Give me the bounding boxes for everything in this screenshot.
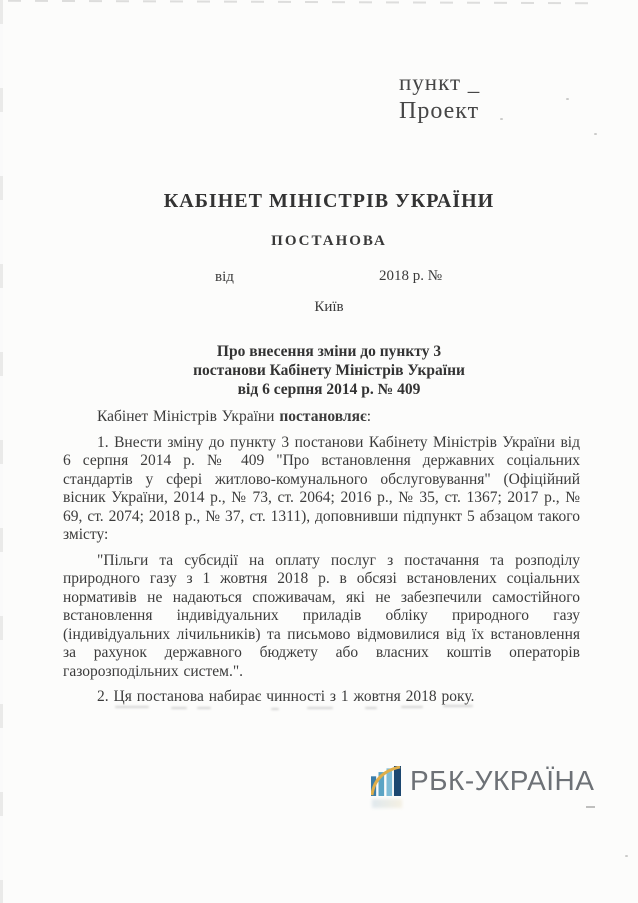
smudge-mark xyxy=(271,708,279,710)
paragraph-2-quote: "Пільги та субсидії на оплату послуг з постачання та розподілу природного газу з 1 жовтня 2018 р. в обсязі встановлених соціальних нормативів не надаються споживачам, які не забезпечили самостійного встановлення індивідуальних приладів обліку природного газу (індивідуальних лічильників) та письмово відмовилися від їх встановлення за рахунок державного бюджету або власних коштів операторів газорозподільних систем.". xyxy=(63,551,580,680)
stamp-line-proekt: Проект xyxy=(399,98,480,124)
smudge-mark xyxy=(115,706,149,708)
document-type: ПОСТАНОВА xyxy=(271,233,387,249)
resolution-title-line: Про внесення зміни до пункту 3 xyxy=(216,343,442,360)
document-body xyxy=(63,408,580,714)
intro-colon: : xyxy=(366,408,372,425)
resolution-title xyxy=(10,342,638,399)
scan-edge-artifact-top xyxy=(8,0,593,4)
smudge-mark xyxy=(401,706,423,708)
paragraph-1: 1. Внести зміну до пункту 3 постанови Кабінету Міністрів України від 6 серпня 2014 р. № 409 "Про встановлення державних соціальних стандартів у сфері житлово-комунального обслуговування" (Офіційний вісник України, 2014 р., № 73, ст. 2064; 2016 р., № 35, ст. 1367; 2017 р., № 69, ст. 2074; 2018 р., № 37, ст. 1311), доповнивши підпункт 5 абзацом такого змісту: xyxy=(63,433,580,543)
scan-speck xyxy=(594,133,597,135)
smudge-mark xyxy=(365,707,377,709)
rbc-logo-text: РБК-УКРАЇНА xyxy=(410,765,595,796)
rbc-ukraine-logo xyxy=(371,765,594,797)
city-label: Київ xyxy=(314,299,344,315)
smudge-mark xyxy=(443,705,473,707)
stamp-line-punkt: пункт _ xyxy=(399,70,481,95)
intro-text: Кабінет Міністрів України xyxy=(97,408,280,425)
erased-text-line xyxy=(63,702,553,714)
resolution-title-line: від 6 серпня 2014 р. № 409 xyxy=(237,381,421,398)
scan-speck xyxy=(566,98,569,100)
paragraph-3: 2. Ця постанова набирає чинності з 1 жовтня 2018 року. xyxy=(97,688,475,705)
scan-speck xyxy=(625,855,628,857)
logo-bar-4 xyxy=(394,766,401,796)
organization-title: КАБІНЕТ МІНІСТРІВ УКРАЇНИ xyxy=(163,190,495,212)
draft-stamp xyxy=(399,68,480,126)
smudge-mark xyxy=(171,707,187,709)
rbc-logo-icon xyxy=(371,766,401,796)
date-label: від xyxy=(215,269,234,285)
logo-reflection-artifact xyxy=(372,799,402,808)
smudge-mark xyxy=(197,707,211,709)
date-value: 2018 р. № xyxy=(379,268,443,284)
scan-speck xyxy=(500,118,503,120)
scan-edge-artifact-left xyxy=(0,0,3,903)
scan-dash-artifact xyxy=(586,806,595,808)
smudge-mark xyxy=(307,707,333,709)
intro-bold-word: постановляє xyxy=(279,408,367,425)
intro-paragraph xyxy=(63,408,580,427)
resolution-title-line: постанови Кабінету Міністрів України xyxy=(193,362,465,379)
